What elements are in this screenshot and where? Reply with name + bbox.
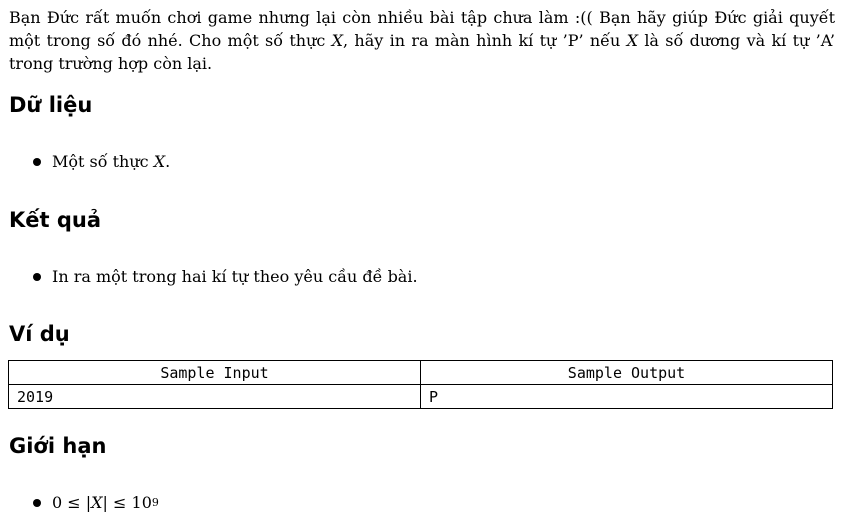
section-heading-output: Kết quả	[9, 208, 102, 232]
input-bullet-text: Một số thực	[52, 152, 149, 171]
math-var-x: X	[91, 493, 103, 512]
intro-paragraph	[9, 6, 835, 75]
math-var-x: X	[153, 152, 166, 171]
math-var-x: X	[626, 31, 639, 50]
intro-text-3: là số dương và kí tự ’A’ trong trường hợp còn lại.	[9, 31, 836, 73]
intro-text-1: Bạn Đức rất muốn chơi game nhưng lại còn nhiều bài tập chưa làm :(( Bạn hãy giúp Đức giải quyết một trong số đó nhé. Cho một số thực	[9, 8, 835, 50]
sample-table	[8, 360, 833, 409]
sample-input-cell: 2019	[9, 385, 421, 409]
limits-bullet-item: 0 ≤ | X | ≤ 10 9	[33, 492, 159, 514]
intro-text-2: , hãy in ra màn hình kí tự ’P’ nếu	[343, 31, 627, 50]
limits-lhs: 0 ≤ |	[52, 493, 92, 512]
bullet-icon	[33, 499, 41, 507]
sample-input-header: Sample Input	[9, 361, 421, 385]
section-heading-input: Dữ liệu	[9, 93, 93, 117]
table-row	[9, 385, 833, 409]
input-bullet-end: .	[165, 152, 171, 171]
output-bullet-text: In ra một trong hai kí tự theo yêu cầu đề bài.	[52, 267, 418, 286]
section-heading-limits: Giới hạn	[9, 434, 107, 458]
output-bullet-item	[33, 266, 418, 288]
sample-output-header: Sample Output	[421, 361, 833, 385]
math-var-x: X	[331, 31, 344, 50]
bullet-icon	[33, 273, 41, 281]
sample-output-cell: P	[421, 385, 833, 409]
table-header-row	[9, 361, 833, 385]
bullet-icon	[33, 158, 41, 166]
input-bullet-item	[33, 151, 170, 173]
section-heading-example: Ví dụ	[9, 322, 70, 346]
limits-mid: | ≤ 10	[102, 493, 152, 512]
